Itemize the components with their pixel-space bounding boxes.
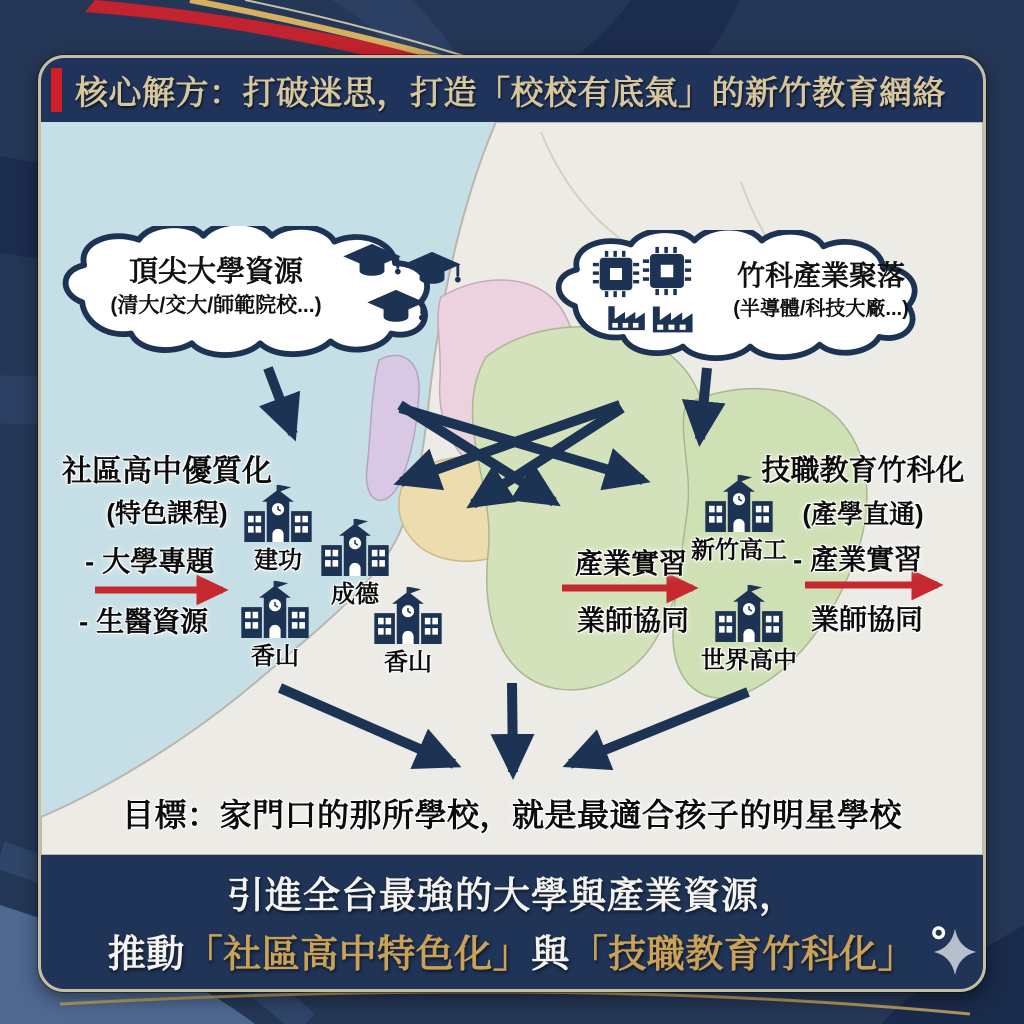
goal-statement: 目標：家門口的那所學校，就是最適合孩子的明星學校 [121, 797, 902, 833]
cloud-university-text [91, 256, 341, 319]
graduation-cap-icon [341, 242, 403, 286]
school-xiangshan-1 [225, 580, 325, 671]
footer-line2-highlight-1: 「社區高中特色化」 [184, 934, 532, 976]
school-building-icon [704, 474, 774, 532]
factory-icon [646, 296, 696, 336]
community-program-title: 社區高中優質化 [62, 455, 272, 488]
title-accent-bar [51, 68, 62, 112]
cloud-university-subtitle: (清大/交大/師範院校...) [110, 294, 322, 318]
community-program-item-2: - 生醫資源 [79, 606, 209, 637]
arrow-industry-to-vocational [700, 368, 707, 439]
footer-line2-connector: 與 [531, 934, 570, 976]
cloud-university-title: 頂尖大學資源 [128, 256, 303, 288]
bridge-label-bottom: 業師協同 [576, 605, 689, 636]
cloud-industry-cluster [550, 230, 964, 362]
arrow-converge-middle [512, 683, 513, 772]
school-building-icon [243, 484, 313, 542]
cloud-industry-text [696, 260, 946, 321]
cloud-university-resources [53, 226, 481, 358]
school-building-icon [373, 586, 443, 644]
graduation-cap-icon [365, 288, 427, 332]
school-hsinchu-industrial [689, 474, 789, 565]
school-building-icon [320, 518, 390, 576]
arrow-converge-left [280, 688, 454, 764]
vocational-program-subtitle: (產學直通) [802, 499, 924, 529]
school-name: 成德 [331, 581, 379, 608]
school-name: 建功 [254, 547, 302, 574]
arrow-converge-right [570, 692, 748, 764]
chip-icon [642, 246, 692, 296]
sparkle-icon [931, 925, 979, 977]
page-title: 核心解方：打破迷思，打造「校校有底氣」的新竹教育網絡 [75, 73, 946, 111]
footer-line2-highlight-2: 「技職教育竹科化」 [569, 934, 917, 976]
school-name: 新竹高工 [691, 537, 787, 564]
footer-band [41, 855, 983, 989]
arrow-university-to-community [268, 368, 293, 434]
footer-line-2 [41, 923, 983, 978]
community-program-item-1: - 大學專題 [85, 546, 215, 577]
cloud-industry-title: 竹科產業聚落 [736, 260, 905, 291]
school-building-icon [714, 584, 784, 642]
factory-icon [602, 296, 648, 334]
vocational-program-title: 技職教育竹科化 [761, 455, 965, 487]
infographic-card [38, 55, 986, 992]
school-building-icon [240, 580, 310, 638]
arrow-cross-4 [473, 408, 622, 504]
footer-line-1: 引進全台最強的大學與產業資源， [227, 875, 797, 916]
footer-line2-prefix: 推動 [107, 934, 185, 976]
school-name: 香山 [384, 649, 432, 676]
bridge-label-top: 產業實習 [574, 548, 687, 579]
school-name: 世界高中 [701, 647, 797, 674]
cloud-industry-subtitle: (半導體/科技大廠...) [733, 298, 909, 321]
school-world-high [699, 584, 799, 675]
header-band [41, 58, 983, 122]
vocational-program-item-2: 業師協同 [811, 604, 924, 635]
community-program-subtitle: (特色課程) [106, 498, 228, 528]
school-xiangshan-2 [358, 586, 458, 677]
vocational-program-item-1: - 產業實習 [793, 544, 923, 575]
school-name: 香山 [251, 643, 299, 670]
chip-icon [592, 250, 640, 298]
map-area [41, 122, 983, 855]
